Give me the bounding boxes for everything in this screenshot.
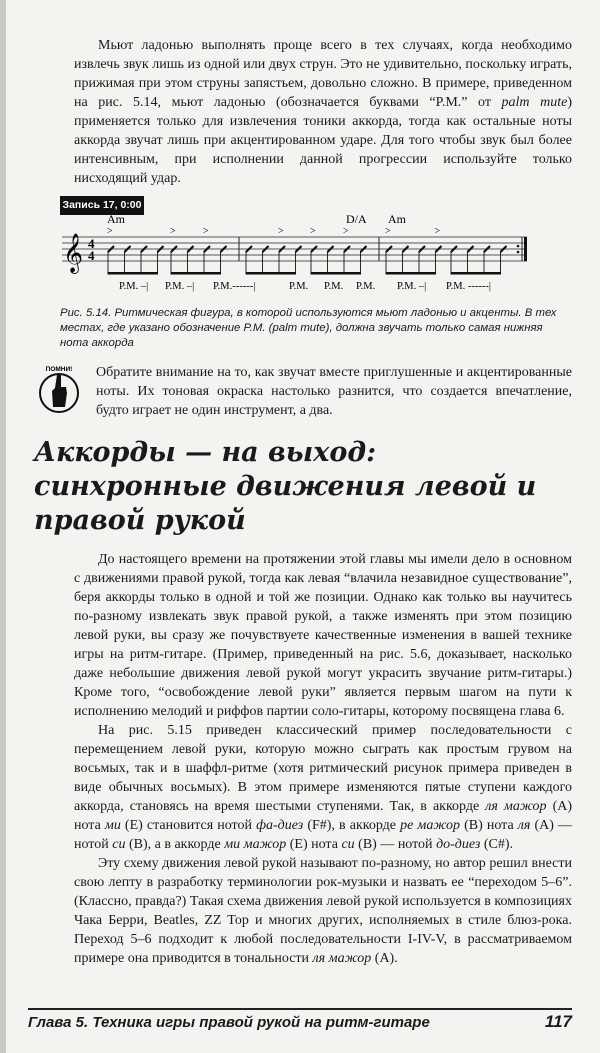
repeat-dot bbox=[517, 251, 520, 254]
chapter-title: Глава 5. Техника игры правой рукой на ритм-гитаре bbox=[28, 1014, 430, 1031]
figure-caption: Рис. 5.14. Ритмическая фигура, в которой используются мьют ладонью и акценты. В тех местах, где указано обозначение P.M. (palm mute), должна звучать только самая нижняя нота аккорда bbox=[60, 307, 557, 349]
palm-mute-label: P.M. –| bbox=[397, 281, 427, 292]
paragraph-palm-mute: Мьют ладонью выполнять проще всего в тех случаях, когда необходимо извлечь звук лишь из одной или двух струн. Это не удивительно, поскольку играть, прижимая при этом струны запястьем, довольно сложно. В примере, приведенном на рис. 5.14, мьют ладонью (обозначается буквами “P.M.” от palm mute) применяется только для извлечения тоники аккорда, тогда как остальные ноты аккорда звучат лишь при акцентированном ударе. Для того чтобы звук был более интенсивным, при исполнении данной прогрессии используйте только нисходящий удар. bbox=[74, 38, 572, 186]
final-barline bbox=[524, 237, 527, 261]
accent-mark: > bbox=[107, 226, 113, 237]
palm-mute-label: P.M. bbox=[289, 281, 309, 292]
remember-block bbox=[36, 363, 572, 420]
remember-hand-icon bbox=[36, 363, 82, 415]
remember-note: Обратите внимание на то, как звучат вместе приглушенные и акцентированные ноты. Их тоновая окраска настолько разнится, что создается впечатление, будто играет не один инструмент, а два. bbox=[96, 365, 572, 418]
repeat-dot bbox=[517, 245, 520, 248]
palm-mute-label: P.M. bbox=[356, 281, 376, 292]
beam bbox=[171, 272, 222, 275]
palm-mute-label: P.M. –| bbox=[119, 281, 149, 292]
accent-mark: > bbox=[385, 226, 391, 237]
paragraph-5-6-transition: Эту схему движения левой рукой называют по-разному, но автор решил внести свою лепту в разработку терминологии рок-музыки и назвать ее “переходом 5–6”. (Классно, правда?) Такая схема движения левой рукой используется в композициях Чака Берри, Beatles, ZZ Top и многих других, исполняемых в стиле блюз-рока. Переход 5–6 подходит к любой последовательности I-IV-V, в рассматриваемом примере она приводится в тональности ля мажор (A). bbox=[74, 856, 572, 966]
chord-symbol: Am bbox=[107, 212, 125, 226]
beam bbox=[451, 272, 502, 275]
beam bbox=[311, 272, 362, 275]
page-number: 117 bbox=[544, 1012, 572, 1031]
paragraph-example: На рис. 5.15 приведен классический пример последовательности с перемещением левой руки, которую можно сыграть как простым грувом на восьмых, так и в шаффл-ритме (хотя ритмический рисунок примера приведен в виде обычных восьмых). В этом примере изменяются пятые ступени каждого аккорда, становясь на время шестыми ступенями. Так, в аккорде ля мажор (A) нота ми (E) становится нотой фа-диез (F#), в аккорде ре мажор (B) нота ля (A) — нотой си (B), а в аккорде ми мажор (E) нота си (B) — нотой до-диез (C#). bbox=[74, 723, 573, 852]
paragraph-intro: До настоящего времени на протяжении этой главы мы имели дело в основном с движениями правой рукой, тогда как левая “влачила незавидное существование”, беря аккорды только в одной и той же позиции. Однако как только вы научитесь по-разному извлекать звук правой рукой, а также изменять при этом позицию левой руки, вы сразу же почувствуете качественные изменения в вашей технике игры на ритм-гитаре. (Пример, приведенный на рис. 5.6, доказывает, насколько даже небольшие движения левой рукой могут украсить звучание ритм-гитары.) Кроме того, “освобождение левой руки” является первым шагом на пути к исполнению мелодий и риффов партии соло-гитары, которому посвящена глава 6. bbox=[74, 552, 572, 719]
accent-mark: > bbox=[203, 226, 209, 237]
palm-mute-label: P.M. bbox=[324, 281, 344, 292]
accent-mark: > bbox=[170, 226, 176, 237]
rhythm-figure bbox=[0, 209, 600, 301]
time-sig-bottom: 4 bbox=[88, 248, 95, 263]
chord-symbol: D/A bbox=[346, 212, 367, 226]
palm-mute-label: P.M. ------| bbox=[446, 281, 491, 292]
icon-label: ПОМНИ! bbox=[45, 366, 73, 373]
accent-mark: > bbox=[310, 226, 316, 237]
chord-symbol: Am bbox=[388, 212, 406, 226]
accent-mark: > bbox=[343, 226, 349, 237]
palm-mute-label: P.M.------| bbox=[213, 281, 256, 292]
beam bbox=[386, 272, 437, 275]
page-edge bbox=[0, 0, 6, 1053]
time-sig-top: 4 bbox=[88, 236, 95, 251]
page-footer bbox=[28, 1008, 572, 1037]
palm-mute-label: P.M. –| bbox=[165, 281, 195, 292]
figure-5-14 bbox=[0, 196, 600, 304]
section-heading: Аккорды — на выход: синхронные движения левой и правой рукой bbox=[34, 437, 537, 536]
beam bbox=[246, 272, 297, 275]
beam bbox=[108, 272, 159, 275]
accent-mark: > bbox=[434, 226, 441, 237]
treble-clef: 𝄞 bbox=[63, 233, 84, 273]
record-label: Запись 17, 0:00 bbox=[60, 196, 144, 215]
accent-mark: > bbox=[278, 226, 284, 237]
